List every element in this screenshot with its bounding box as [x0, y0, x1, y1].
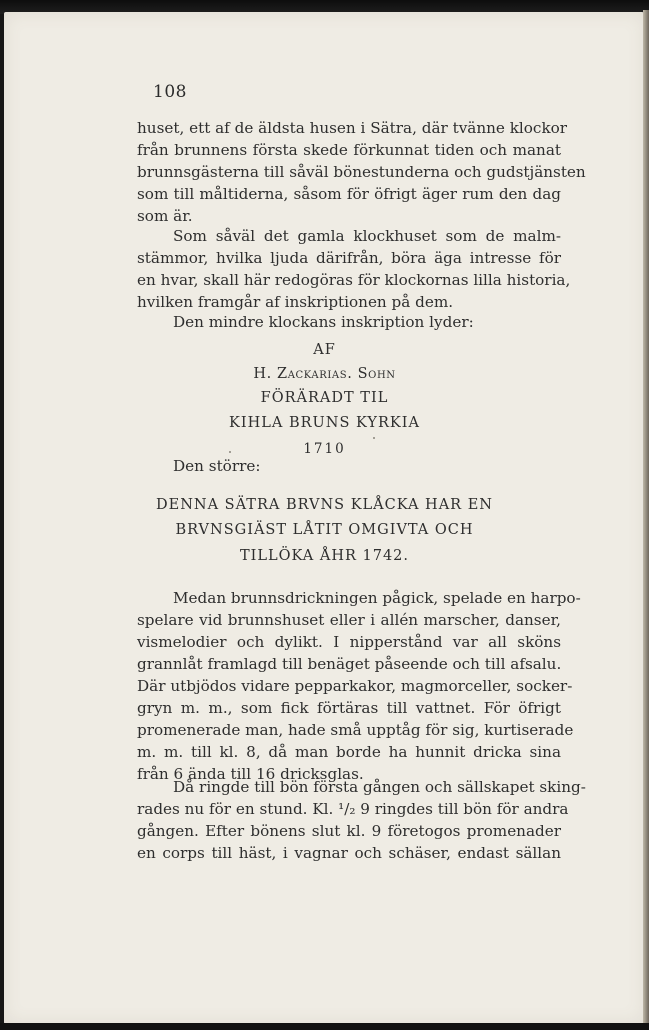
text-line: rades nu för en stund. Kl. ¹/₂ 9 ringdes till bön för andra [137, 800, 569, 818]
text-line: en hvar, skall här redogöras för klockornas lilla historia, [137, 271, 571, 289]
text-line: som till måltiderna, såsom för öfrigt äger rum den dag [137, 185, 561, 203]
inscription-line: H. Zackarias. Sohn [253, 366, 396, 382]
text-line: gryn m. m., som fick förtäras till vattnet. För öfrigt [137, 699, 561, 717]
inscription-line: AF [313, 342, 336, 358]
text-line: från brunnens första skede förkunnat tiden och manat [137, 141, 561, 159]
text-line: en corps till häst, i vagnar och schäser, endast sällan [137, 844, 561, 862]
text-line: Den mindre klockans inskription lyder: [173, 313, 474, 331]
inscription-line: KIHLA BRUNS KYRKIA [229, 415, 420, 431]
text-line: vismelodier och dylikt. I nipperstånd var all sköns [137, 633, 561, 651]
larger-bell-label: Den större: [173, 457, 261, 475]
inscription-line: BRVNSGIÄST LÅTIT OMGIVTA OCH [175, 522, 474, 538]
inscription-line: TILLÖKA ÅHR 1742. [239, 548, 410, 564]
inscription-line: FÖRÄRADT TIL [260, 390, 389, 406]
scan-speck [229, 451, 231, 453]
scan-bottom-edge [0, 1023, 649, 1030]
page-number: 108 [153, 82, 187, 102]
text-line: Då ringde till bön första gången och sällskapet sking- [173, 778, 586, 796]
text-line: Medan brunnsdrickningen pågick, spelade en harpo- [173, 589, 581, 607]
text-line: Där utbjödos vidare pepparkakor, magmorceller, socker- [137, 677, 573, 695]
text-line: m. m. till kl. 8, då man borde ha hunnit dricka sina [137, 743, 561, 761]
text-line: gången. Efter bönens slut kl. 9 företogos promenader [137, 822, 561, 840]
text-line: grannlåt framlagd till benäget påseende och till afsalu. [137, 655, 562, 673]
text-line: brunnsgästerna till såväl bönestunderna och gudstjänsten [137, 163, 586, 181]
text-line: från 6 ända till 16 dricksglas. [137, 765, 364, 783]
inscription-line: DENNA SÄTRA BRVNS KLÅCKA HAR EN [156, 497, 493, 513]
text-line: Som såväl det gamla klockhuset som de malm- [173, 227, 561, 245]
text-line: huset, ett af de äldsta husen i Sätra, där tvänne klockor [137, 119, 568, 137]
text-line: spelare vid brunnshuset eller i allén marscher, danser, [137, 611, 561, 629]
text-line: hvilken framgår af inskriptionen på dem. [137, 293, 454, 311]
text-line: stämmor, hvilka ljuda därifrån, böra äga intresse för [137, 249, 561, 267]
text-line: som är. [137, 207, 193, 225]
inscription-year: 1710 [303, 441, 346, 457]
text-line: promenerade man, hade små upptåg för sig, kurtiserade [137, 721, 574, 739]
scan-speck [373, 437, 375, 439]
